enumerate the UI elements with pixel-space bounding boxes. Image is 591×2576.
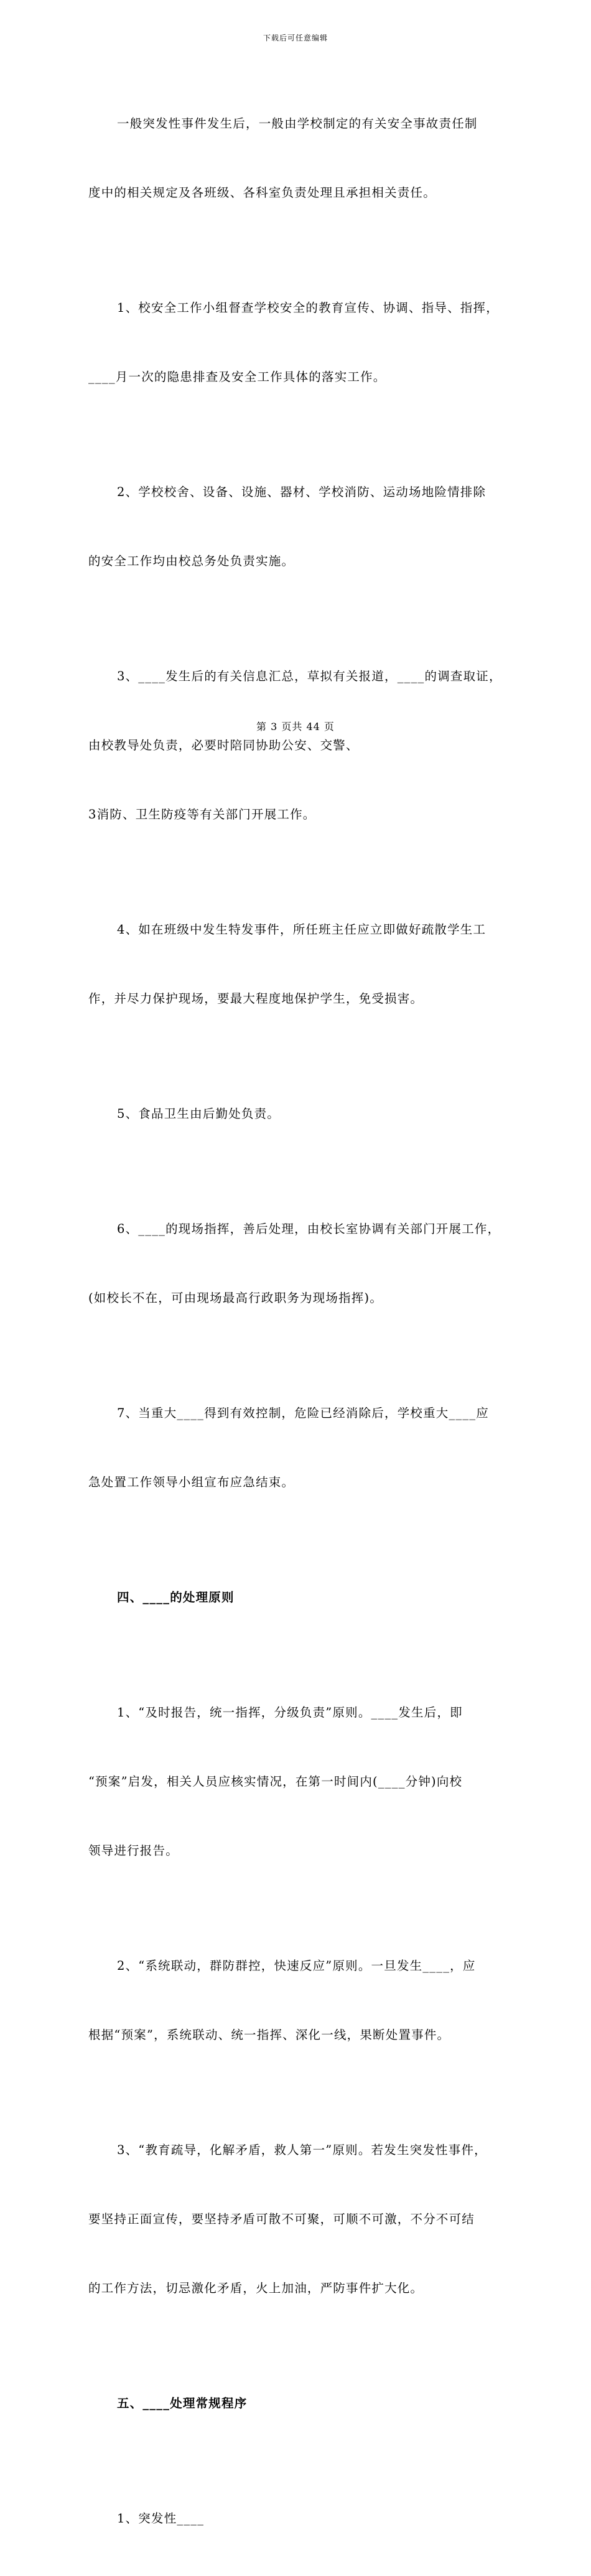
text-line: 的安全工作均由校总务处负责实施。 bbox=[88, 554, 295, 568]
text-line: ____月一次的隐患排查及安全工作具体的落实工作。 bbox=[88, 370, 386, 384]
paragraph-0 bbox=[88, 66, 505, 250]
text-line: 2、“系统联动，群防群控，快速反应”原则。一旦发生____，应 bbox=[117, 1959, 476, 1973]
text-line: 2、学校校舍、设备、设施、器材、学校消防、运动场地险情排除 bbox=[117, 485, 486, 499]
paragraph-6 bbox=[88, 1171, 505, 1356]
paragraph-13 bbox=[88, 2461, 505, 2576]
text-line: 一般突发性事件发生后，一般由学校制定的有关安全事故责任制 bbox=[117, 116, 478, 131]
text-line: 7、当重大____得到有效控制，危险已经消除后，学校重大____应 bbox=[117, 1406, 490, 1420]
text-line: 要坚持正面宣传，要坚持矛盾可散不可聚，可顺不可激，不分不可结 bbox=[88, 2212, 475, 2226]
paragraph-5 bbox=[88, 1056, 505, 1171]
text-line: 的工作方法，切忌激化矛盾，火上加油，严防事件扩大化。 bbox=[88, 2281, 424, 2295]
text-line: 1、突发性____ bbox=[117, 2511, 205, 2526]
text-line: 领导进行报告。 bbox=[88, 1843, 179, 1858]
document-body bbox=[88, 66, 505, 2576]
heading-line: 五、____处理常规程序 bbox=[117, 2396, 248, 2410]
paragraph-4 bbox=[88, 872, 505, 1056]
section-heading-5 bbox=[88, 2346, 505, 2461]
text-line: 根据“预案”，系统联动、统一指挥、深化一线，果断处置事件。 bbox=[88, 2028, 450, 2042]
text-line: 1、校安全工作小组督查学校安全的教育宣传、协调、指导、指挥， bbox=[117, 301, 499, 315]
text-line: “预案”启发，相关人员应核实情况，在第一时间内(____分钟)向校 bbox=[88, 1774, 463, 1789]
section-heading-4 bbox=[88, 1540, 505, 1655]
text-line: 由校教导处负责，必要时陪同协助公安、交警、 bbox=[88, 738, 359, 752]
text-line: 6、____的现场指挥，善后处理，由校长室协调有关部门开展工作， bbox=[117, 1222, 501, 1236]
paragraph-7 bbox=[88, 1356, 505, 1540]
text-line: (如校长不在，可由现场最高行政职务为现场指挥)。 bbox=[88, 1291, 383, 1305]
paragraph-1 bbox=[88, 250, 505, 434]
text-line: 3消防、卫生防疫等有关部门开展工作。 bbox=[88, 807, 316, 822]
text-line: 1、“及时报告，统一指挥，分级负责”原则。____发生后，即 bbox=[117, 1705, 463, 1720]
paragraph-2 bbox=[88, 434, 505, 619]
heading-line: 四、____的处理原则 bbox=[117, 1590, 235, 1604]
text-line: 5、食品卫生由后勤处负责。 bbox=[117, 1107, 281, 1121]
page-header: 下载后可任意编辑 bbox=[263, 34, 328, 42]
text-line: 4、如在班级中发生特发事件，所任班主任应立即做好疏散学生工 bbox=[117, 922, 486, 937]
text-line: 急处置工作领导小组宣布应急结束。 bbox=[88, 1475, 295, 1489]
text-line: 度中的相关规定及各班级、各科室负责处理且承担相关责任。 bbox=[88, 185, 436, 200]
paragraph-11 bbox=[88, 2092, 505, 2346]
text-line: 3、“教育疏导，化解矛盾，救人第一”原则。若发生突发性事件， bbox=[117, 2143, 487, 2157]
paragraph-9 bbox=[88, 1655, 505, 1908]
page-footer: 第 3 页共 44 页 bbox=[256, 721, 335, 733]
paragraph-3 bbox=[88, 619, 505, 872]
text-line: 3、____发生后的有关信息汇总，草拟有关报道，____的调查取证， bbox=[117, 669, 502, 683]
paragraph-10 bbox=[88, 1908, 505, 2092]
text-line: 作，并尽力保护现场，要最大程度地保护学生，免受损害。 bbox=[88, 991, 424, 1006]
